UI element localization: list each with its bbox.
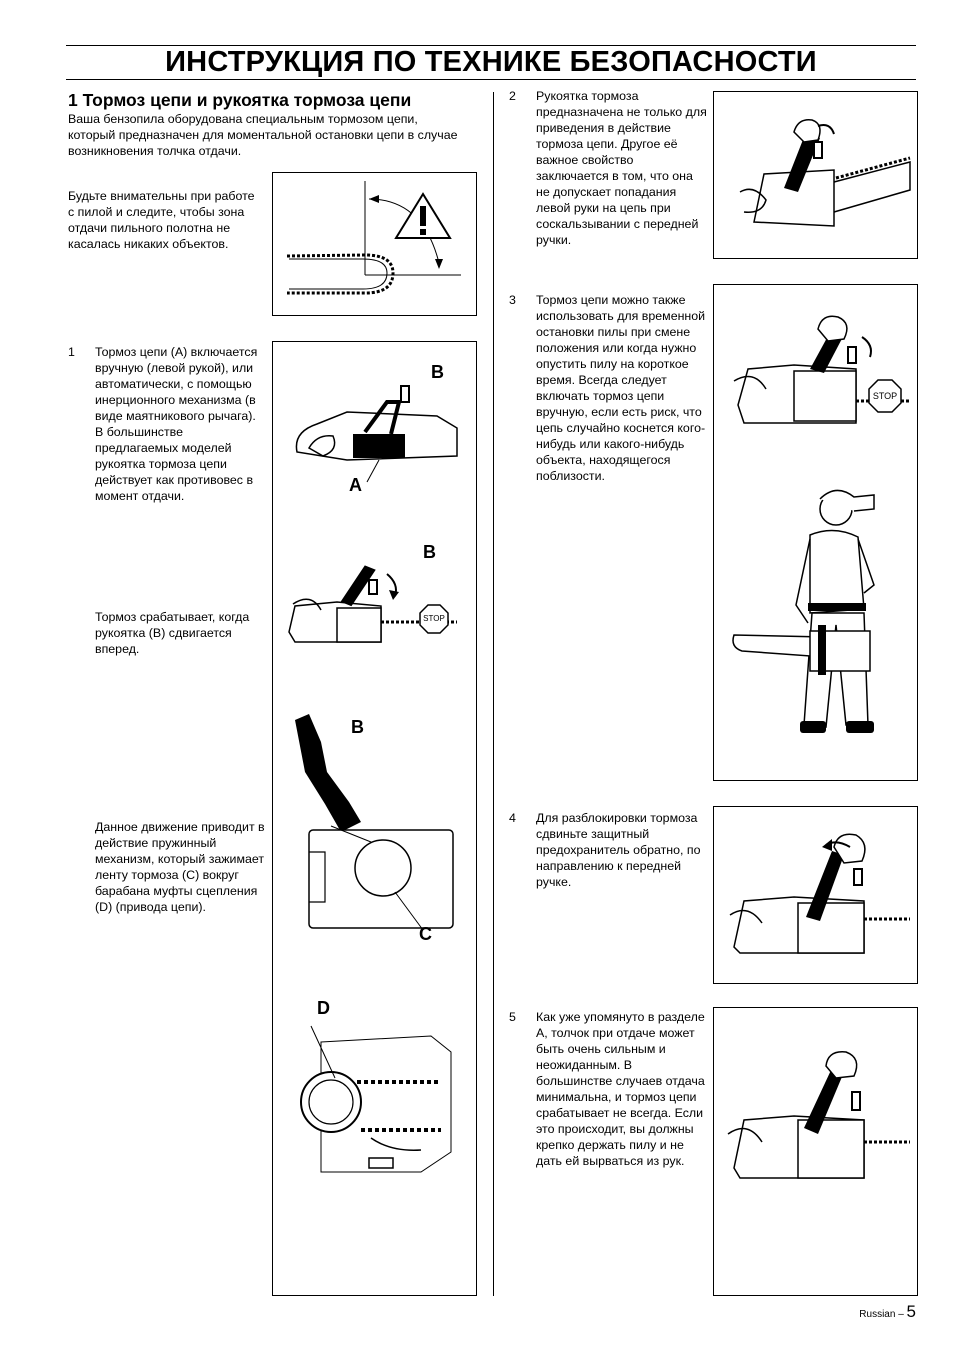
- item-number: 2: [509, 89, 516, 103]
- temporary-stop-figure: [713, 284, 918, 781]
- footer-language: Russian –: [859, 1309, 904, 1320]
- brake-handle-drum-drawing: [291, 712, 461, 952]
- item-text: Для разблокировки тормоза сдвиньте защитный предохранитель обратно, по направлению к передней ручке.: [536, 811, 701, 889]
- stop-sign-label: STOP: [872, 391, 898, 401]
- kickback-grip-figure: [713, 1007, 918, 1296]
- label-handle-b: B: [351, 717, 364, 737]
- item-text: Данное движение приводит в действие пружинный механизм, который зажимает ленту тормоза (С) вокруг барабана муфты сцепления (D) (привода цепи).: [95, 820, 265, 914]
- item-text: Тормоз цепи можно также использовать для временной остановки пилы при смене положения или когда нужно опустить пилу на короткое время. Всегда следует включать тормоз цепи вручную, если есть риск, что цепь случайно коснется кого-нибудь или какого-нибудь объекта, находящегося поблизости.: [536, 293, 706, 483]
- operator-with-saw-drawing: [714, 475, 917, 775]
- page-title: ИНСТРУКЦИЯ ПО ТЕХНИКЕ БЕЗОПАСНОСТИ: [165, 46, 817, 78]
- saw-brake-drawing: [287, 372, 467, 492]
- clutch-drum-drawing: [291, 1022, 461, 1202]
- kickback-zone-figure: [272, 172, 477, 316]
- item-number: 4: [509, 811, 516, 825]
- item-text: Тормоз цепи (А) включается вручную (левой рукой), или автоматически, с помощью инерционного механизма (в виде маятникового рычага). В большинстве предлагаемых моделей рукоятка тормоза цепи действует как противовес в момент отдачи.: [95, 345, 258, 503]
- page-number: 5: [906, 1302, 916, 1321]
- brake-mechanism-figure: [272, 341, 477, 1296]
- label-handle-b: B: [431, 362, 444, 382]
- page-footer: [859, 1302, 916, 1325]
- item-text: Рукоятка тормоза предназначена не только для приведения в действие тормоза цепи. Другое её важное свойство заключается в том, что она не допускает попадания левой руки на цепь при соскальзывании с передней ручки.: [536, 89, 707, 247]
- intro-paragraph: Ваша бензопила оборудована специальным тормозом цепи, который предназначен для моментальной остановки цепи в случае возникновения толчка отдачи.: [68, 112, 458, 158]
- item-number: 1: [68, 345, 75, 359]
- label-handle-b: B: [423, 542, 436, 562]
- saw-brake-engaged-drawing: [281, 542, 471, 652]
- title-underline: [66, 79, 916, 80]
- label-band-c: C: [419, 924, 432, 944]
- firm-grip-drawing: [714, 1008, 917, 1295]
- handle-protection-figure: [713, 91, 918, 259]
- label-drum-d: D: [317, 998, 330, 1018]
- caution-paragraph: Будьте внимательны при работе с пилой и следите, чтобы зона отдачи пильного полотна не касалась никаких объектов.: [68, 189, 255, 251]
- item-number: 3: [509, 293, 516, 307]
- column-divider: [493, 92, 494, 1296]
- item-number: 5: [509, 1010, 516, 1024]
- item-text: Как уже упомянуто в разделе А, толчок при отдаче может быть очень сильным и неожиданным. В большинстве случаев отдача минимальна, и тормоз цепи срабатывает не всегда. Если это происходит, вы должны крепко держать пилу и не дать ей вырваться из рук.: [536, 1010, 705, 1168]
- stop-sign-label: STOP: [423, 614, 445, 623]
- brake-release-drawing: [714, 807, 917, 983]
- brake-release-figure: [713, 806, 918, 984]
- label-brake-a: A: [349, 475, 362, 495]
- item-text: Тормоз срабатывает, когда рукоятка (В) сдвигается вперед.: [95, 610, 250, 656]
- warning-triangle-icon: [393, 191, 453, 241]
- section-heading: 1 Тормоз цепи и рукоятка тормоза цепи: [68, 90, 412, 110]
- hand-handle-drawing: [714, 92, 917, 258]
